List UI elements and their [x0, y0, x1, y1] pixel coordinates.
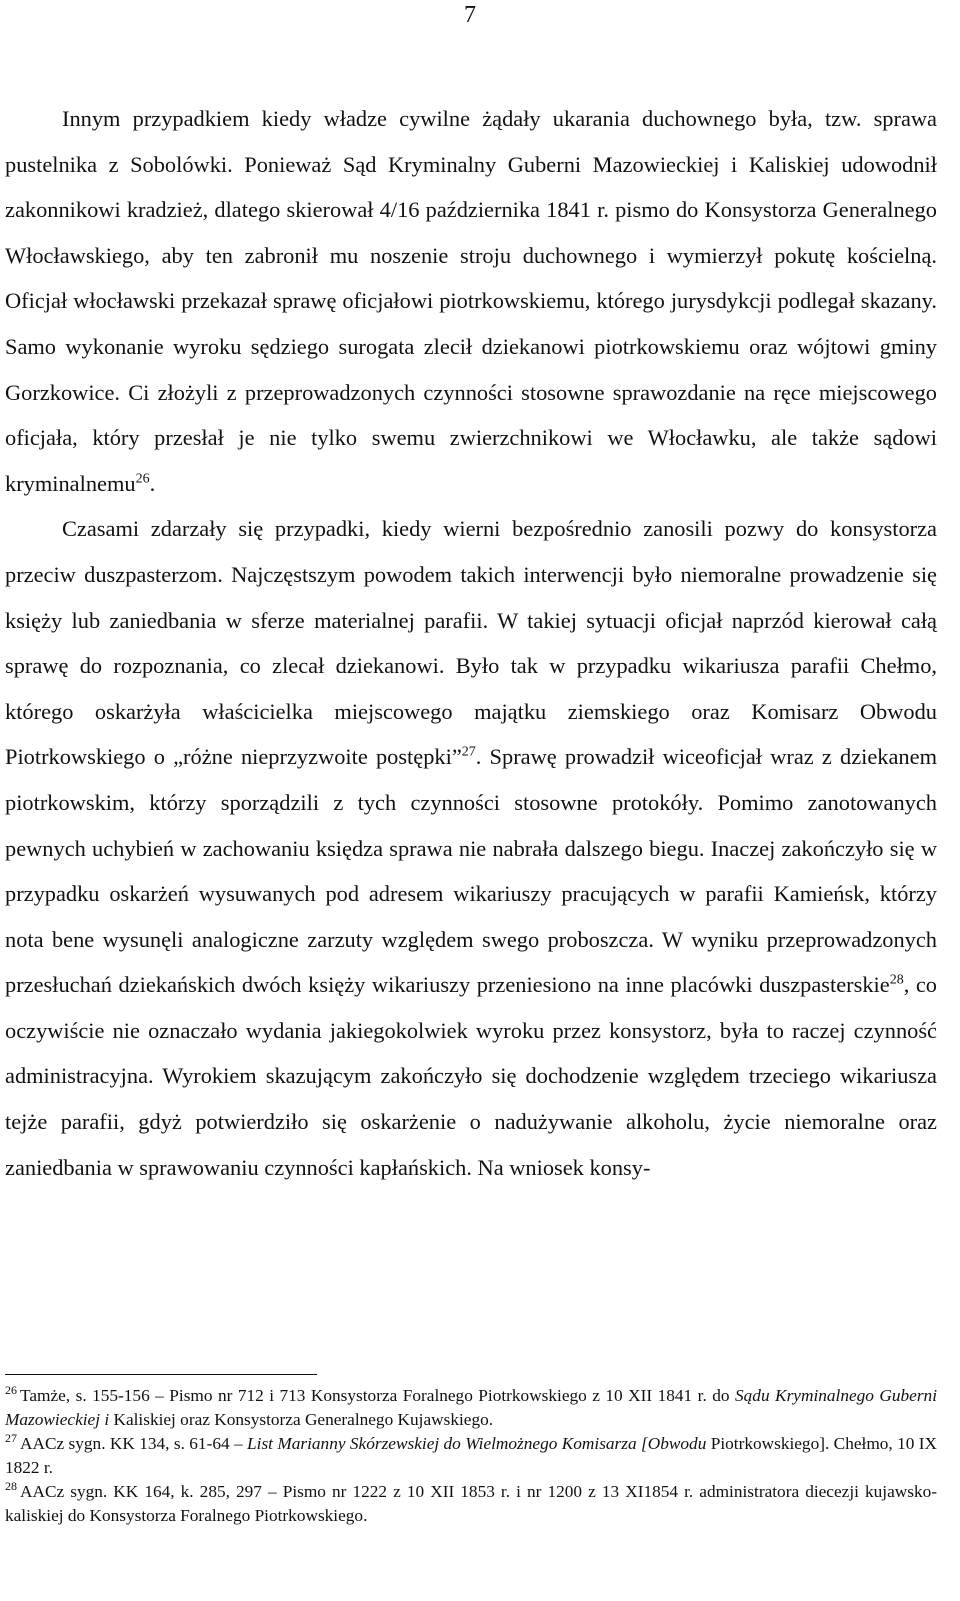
footnote-number: 28 [5, 1479, 17, 1494]
footnote [5, 1432, 937, 1480]
footnote-reference[interactable]: 26 [135, 471, 150, 487]
footnote-text: AACz sygn. KK 164, k. 285, 297 – Pismo nr 1222 z 10 XII 1853 r. i nr 1200 z 13 XI1854 r. administratora diecezji kujawsko-kaliskiej do Konsystorza Foralnego Piotrkowskiego. [5, 1482, 937, 1525]
footnote-reference[interactable]: 27 [461, 744, 476, 760]
footnote-number: 27 [5, 1431, 17, 1446]
footnote-text: Kaliskiej oraz Konsystorza Generalnego Kujawskiego. [109, 1410, 494, 1429]
footnote-text: Piotrkowskiego]. Chełmo, 10 IX 1822 r. [5, 1434, 938, 1477]
paragraph-text: Innym przypadkiem kiedy władze cywilne żądały ukarania duchownego była, tzw. sprawa pustelnika z Sobolówki. Ponieważ Sąd Kryminalny Guberni Mazowieckiej i Kaliskiej udowodnił zakonnikowi kradzież, dlatego skierował 4/16 października 1841 r. pismo do Konsystorza Generalnego Włocławskiego, aby ten zabronił mu noszenie stroju duchownego i wymierzył pokutę kościelną. Oficjał włocławski przekazał sprawę oficjałowi piotrkowskiemu, którego jurysdykcji podlegał skazany. Samo wykonanie wyroku sędziego surogata zlecił dziekanowi piotrkowskiemu oraz wójtowi gminy Gorzkowice. Ci złożyli z przeprowadzonych czynności stosowne sprawozdanie na ręce miejscowego oficjała, który przesłał je nie tylko swemu zwierzchnikowi we Włocławku, ale także sądowi kryminalnemu [5, 106, 937, 496]
footnote-text: Tamże, s. 155-156 – Pismo nr 712 i 713 Konsystorza Foralnego Piotrkowskiego z 10 XII 1841 r. do [20, 1386, 736, 1405]
paragraph-text: . [149, 470, 156, 496]
body-text [5, 96, 937, 1190]
footnote-italic-text: Sądu Kryminalnego Guberni Mazowieckiej i [5, 1386, 937, 1429]
footnote-italic-text: List Marianny Skórzewskiej do Wielmożnego Komisarza [Obwodu [247, 1434, 707, 1453]
footnote-separator [5, 1374, 317, 1375]
footnote [5, 1384, 937, 1432]
footnote [5, 1480, 937, 1528]
footnote-text: AACz sygn. KK 134, s. 61-64 – [20, 1434, 248, 1453]
paragraph-text: , co oczywiście nie oznaczało wydania jakiegokolwiek wyroku przez konsystorz, była to raczej czynność administracyjna. Wyrokiem skazującym zakończyło się dochodzenie względem trzeciego wikariusza tejże parafii, gdyż potwierdziło się oskarżenie o nadużywanie alkoholu, życie niemoralne oraz zaniedbania w sprawowaniu czynności kapłańskich. Na wniosek konsy- [5, 972, 937, 1180]
paragraph-text: . Sprawę prowadził wiceoficjał wraz z dziekanem piotrkowskim, którzy sporządzili z tych czynności stosowne protokóły. Pomimo zanotowanych pewnych uchybień w zachowaniu księdza sprawa nie nabrała dalszego biegu. Inaczej zakończyło się w przypadku oskarżeń wysuwanych pod adresem wikariuszy pracujących w parafii Kamieńsk, którzy nota bene wysunęli analogiczne zarzuty względem swego proboszcza. W wyniku przeprowadzonych przesłuchań dziekańskich dwóch księży wikariuszy przeniesiono na inne placówki duszpasterskie [5, 744, 937, 998]
footnote-number: 26 [5, 1383, 17, 1398]
footnote-reference[interactable]: 28 [889, 972, 904, 988]
page-number: 7 [464, 2, 476, 28]
footnotes [5, 1384, 937, 1528]
paragraph [5, 506, 937, 1190]
paragraph [5, 96, 937, 506]
paragraph-text: Czasami zdarzały się przypadki, kiedy wierni bezpośrednio zanosili pozwy do konsystorza przeciw duszpasterzom. Najczęstszym powodem takich interwencji było niemoralne prowadzenie się księży lub zaniedbania w sferze materialnej parafii. W takiej sytuacji oficjał naprzód kierował całą sprawę do rozpoznania, co zlecał dziekanowi. Było tak w przypadku wikariusza parafii Chełmo, którego oskarżyła właścicielka miejscowego majątku ziemskiego oraz Komisarz Obwodu Piotrkowskiego o „różne nieprzyzwoite postępki” [5, 516, 937, 770]
